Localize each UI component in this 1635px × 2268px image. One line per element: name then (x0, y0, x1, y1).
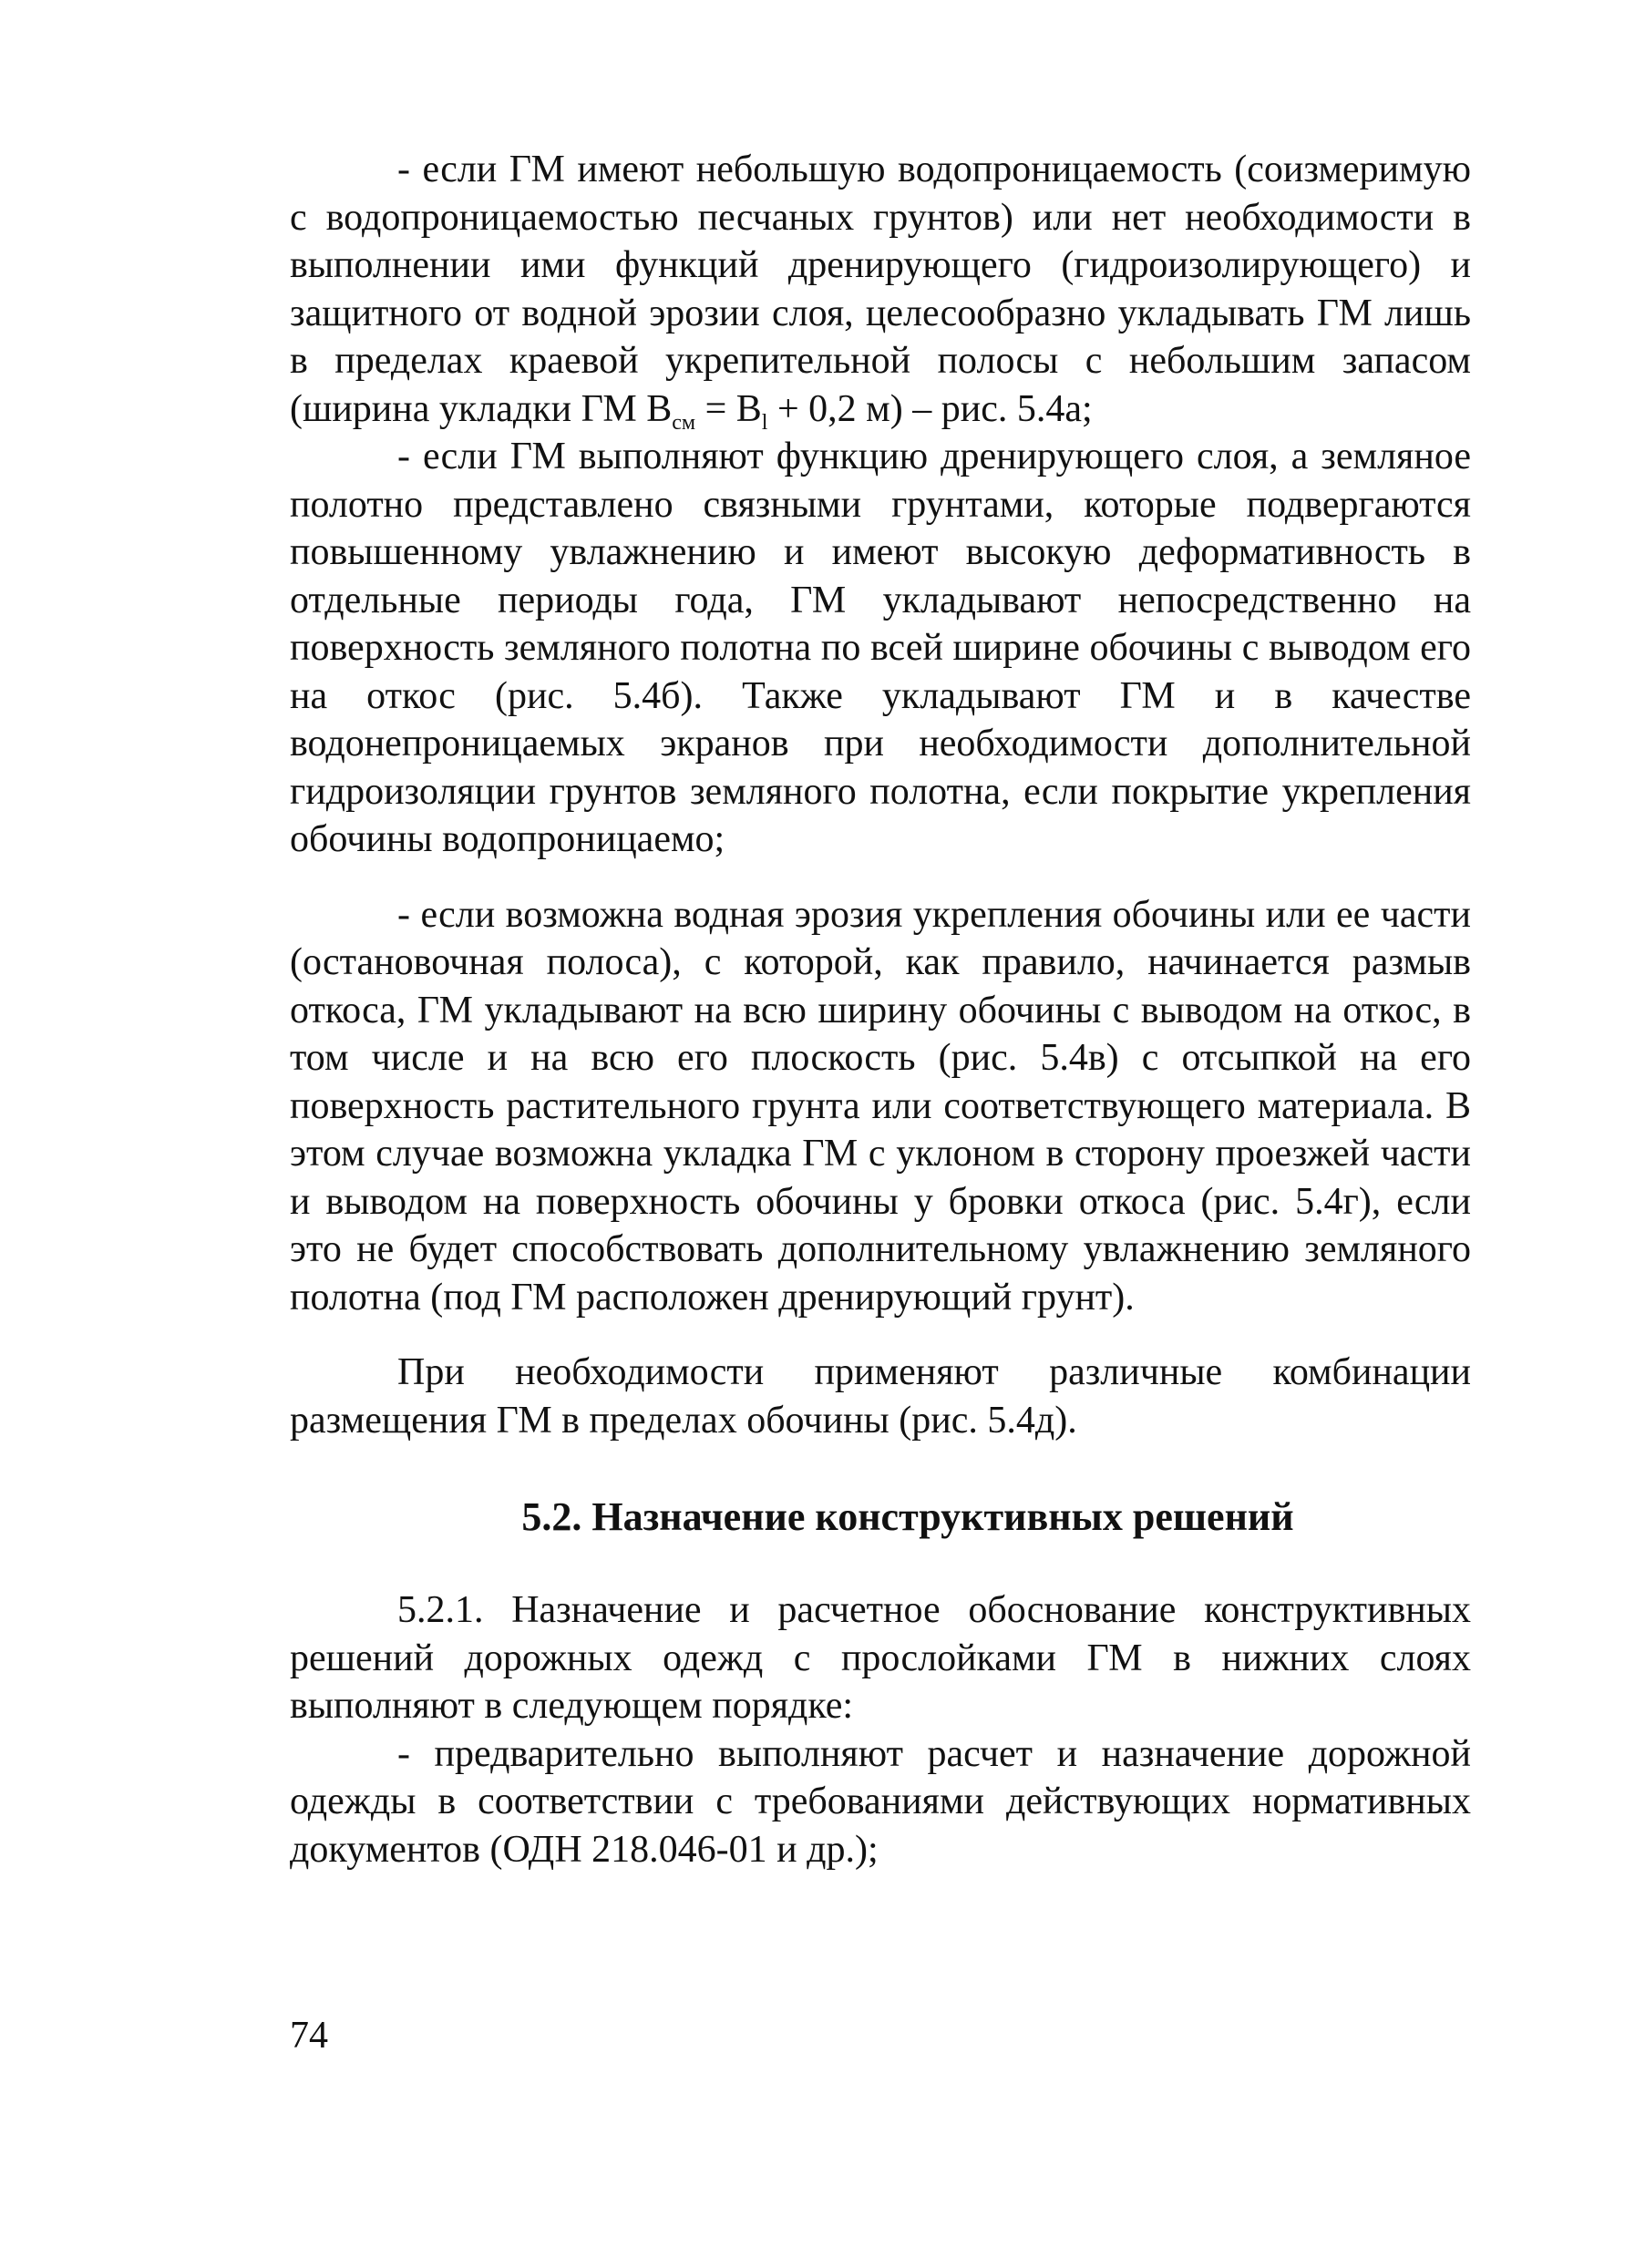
spacer (290, 864, 1471, 891)
formula-tail: + 0,2 м) – рис. 5.4а; (767, 387, 1093, 430)
body-text (290, 146, 1471, 1873)
paragraph-5-2-1: 5.2.1. Назначение и расчетное обоснование конструктивных решений дорожных одежд с прослойками ГМ в нижних слоях выполняют в следующем порядке: (290, 1589, 1471, 1727)
page-number: 74 (290, 2015, 328, 2057)
spacer (290, 1541, 1471, 1586)
paragraph-text: - если ГМ имеют небольшую водопроницаемость (соизмеримую с водопроницаемостью песчаных грунтов) или нет необходимости в выполнении ими функций дренирующего (гидроизолирующего) и защитного от водной эрозии слоя, целесообразно укладывать ГМ лишь в пределах краевой укрепительной полосы с небольшим запасом (ширина укладки ГМ В (290, 149, 1471, 430)
subscript-sm: см (672, 410, 696, 435)
paragraph-bullet-drainage-layer: - если ГМ выполняют функцию дренирующего слоя, а земляное полотно представлено связными грунтами, которые подвергаются повышенному увлажнению и имеют высокую деформативность в отдельные периоды года, ГМ укладывают непосредственно на поверхность земляного полотна по всей ширине обочины с выводом его на откос (рис. 5.4б). Также укладывают ГМ и в качестве водонепроницаемых экранов при необходимости дополнительной гидроизоляции грунтов земляного полотна, если покрытие укрепления обочины водопроницаемо; (290, 436, 1471, 860)
paragraph-combinations: При необходимости применяют различные комбинации размещения ГМ в пределах обочины (рис. 5.4д). (290, 1351, 1471, 1442)
paragraph-bullet-low-permeability (290, 146, 1471, 433)
spacer (290, 1321, 1471, 1349)
section-heading: 5.2. Назначение конструктивных решений (521, 1494, 1294, 1539)
subscript-l: l (761, 410, 768, 435)
spacer (290, 1444, 1471, 1493)
paragraph-bullet-preliminary-calculation: - предварительно выполняют расчет и назначение дорожной одежды в соответствии с требованиями действующих нормативных документов (ОДН 218.046-01 и др.); (290, 1732, 1471, 1871)
formula-mid: = В (695, 387, 762, 430)
paragraph-bullet-water-erosion: - если возможна водная эрозия укрепления обочины или ее части (остановочная полоса), с которой, как правило, начинается размыв откоса, ГМ укладывают на всю ширину обочины с выводом на откос, в том числе и на всю его плоскость (рис. 5.4в) с отсыпкой на его поверхность растительного грунта или соответствующего материала. В этом случае возможна укладка ГМ с уклоном в сторону проезжей части и выводом на поверхность обочины у бровки откоса (рис. 5.4г), если это не будет способствовать дополнительному увлажнению земляного полотна (под ГМ расположен дренирующий грунт). (290, 893, 1471, 1319)
